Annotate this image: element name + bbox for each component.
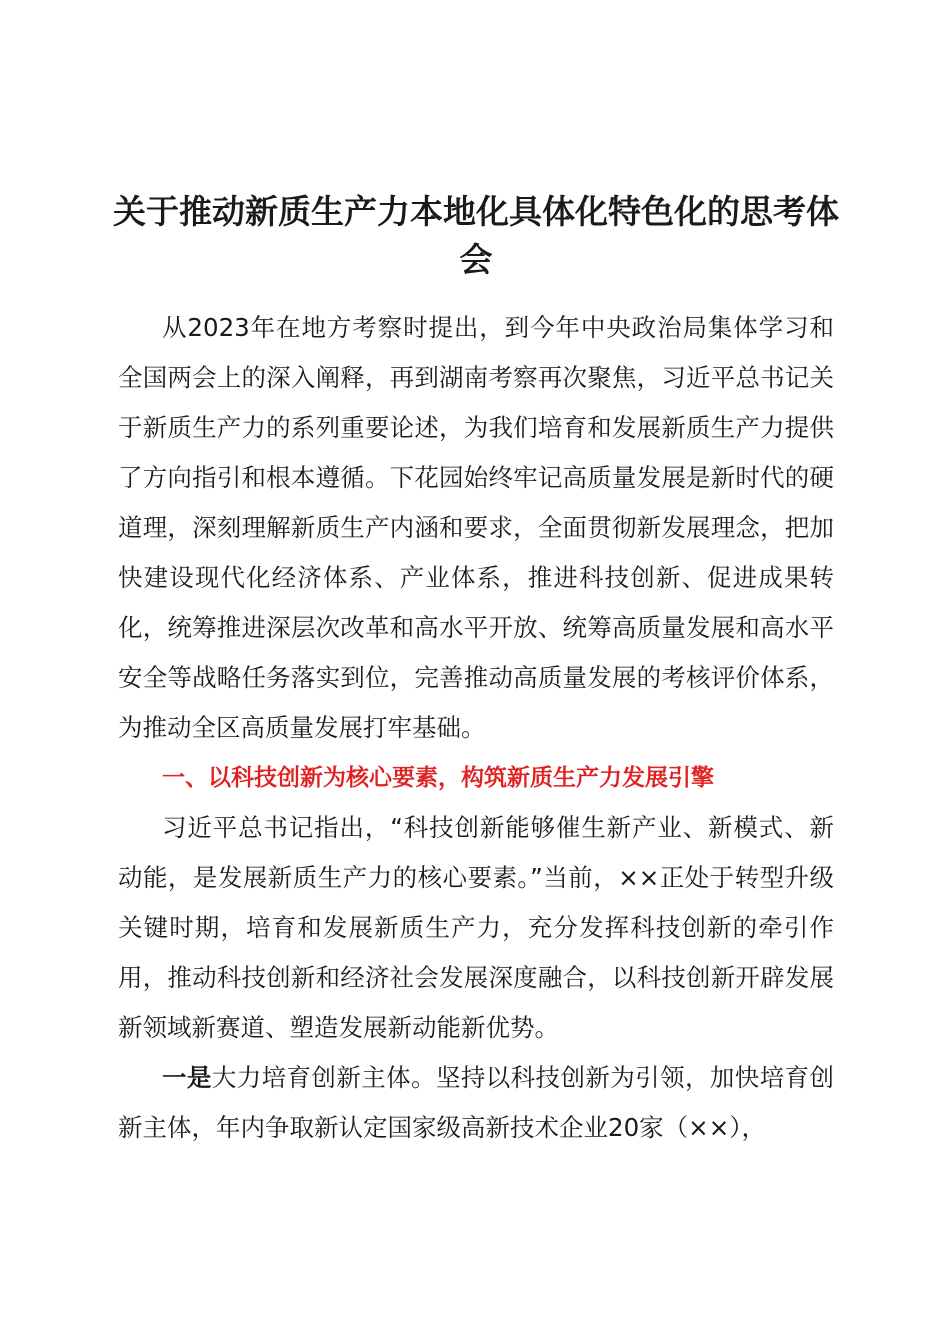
paragraph-lead-label: 一是 <box>162 1063 212 1092</box>
document-page <box>113 0 839 1344</box>
section-heading: 一、以科技创新为核心要素，构筑新质生产力发展引擎 <box>162 765 714 791</box>
paragraph-tech-innovation: 习近平总书记指出，“科技创新能够催生新产业、新模式、新动能，是发展新质生产力的核心要素。”当前，××正处于转型升级关键时期，培育和发展新质生产力，充分发挥科技创新的牵引作用，推动科技创新和经济社会发展深度融合，以科技创新开辟发展新领域新赛道、塑造发展新动能新优势。 <box>118 813 834 1042</box>
paragraph-intro: 从2023年在地方考察时提出，到今年中央政治局集体学习和全国两会上的深入阐释，再到湖南考察再次聚焦，习近平总书记关于新质生产力的系列重要论述，为我们培育和发展新质生产力提供了方向指引和根本遵循。下花园始终牢记高质量发展是新时代的硬道理，深刻理解新质生产内涵和要求，全面贯彻新发展理念，把加快建设现代化经济体系、产业体系，推进科技创新、促进成果转化，统筹推进深层次改革和高水平开放、统筹高质量发展和高水平安全等战略任务落实到位，完善推动高质量发展的考核评价体系，为推动全区高质量发展打牢基础。 <box>118 313 834 742</box>
paragraph-innovation-subjects-text: 大力培育创新主体。坚持以科技创新为引领，加快培育创新主体，年内争取新认定国家级高新技术企业20家（××）， <box>118 1063 835 1142</box>
document-body <box>118 303 834 1153</box>
document-title: 关于推动新质生产力本地化具体化特色化的思考体会 <box>113 192 839 279</box>
paragraph-innovation-subjects <box>118 1053 834 1153</box>
